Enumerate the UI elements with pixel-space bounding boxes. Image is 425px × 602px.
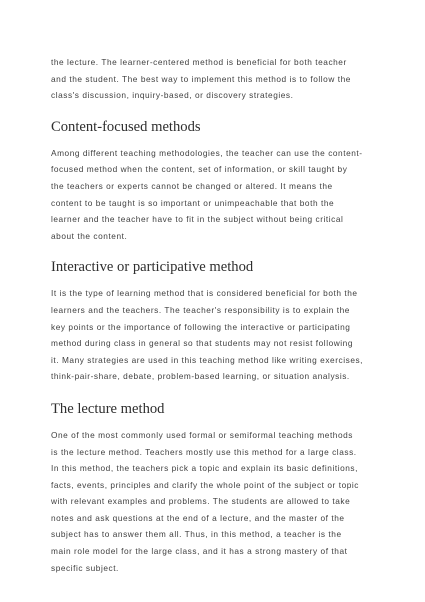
paragraph-line: In this method, the teachers pick a topic and explain its basic definitions, (51, 463, 358, 474)
paragraph-line: it. Many strategies are used in this teaching method like writing exercises, (51, 354, 364, 365)
paragraph-line: class's discussion, inquiry-based, or discovery strategies. (51, 90, 294, 101)
paragraph-line: the teachers or experts cannot be changed or altered. It means the (51, 180, 333, 191)
section-paragraph-content-focused (51, 145, 375, 245)
section-heading-content-focused: Content-focused methods (51, 118, 201, 135)
paragraph-line: main role model for the large class, and it has a strong mastery of that (51, 546, 348, 557)
paragraph-line: It is the type of learning method that is considered beneficial for both the (51, 288, 358, 299)
paragraph-line: learners and the teachers. The teacher's responsibility is to explain the (51, 304, 350, 315)
section-heading-interactive: Interactive or participative method (51, 259, 254, 276)
paragraph-line: learner and the teacher have to fit in the subject without being critical (51, 214, 344, 225)
paragraph-line: the lecture. The learner-centered method is beneficial for both teacher (51, 57, 347, 67)
paragraph-line: Among different teaching methodologies, the teacher can use the content- (51, 147, 363, 158)
paragraph-line: focused method when the content, set of information, or skill taught by (51, 164, 348, 175)
paragraph-line: subject has to answer them all. Thus, in this method, a teacher is the (51, 529, 342, 540)
intro-paragraph (51, 54, 375, 104)
paragraph-line: One of the most commonly used formal or semiformal teaching methods (51, 429, 354, 440)
paragraph-line: and the student. The best way to implement this method is to follow the (51, 73, 351, 84)
section-heading-lecture: The lecture method (51, 400, 165, 417)
paragraph-line: specific subject. (51, 562, 119, 573)
section-paragraph-interactive (51, 285, 375, 385)
paragraph-line: key points or the importance of following the interactive or participating (51, 321, 351, 332)
paragraph-line: is the lecture method. Teachers mostly use this method for a large class. (51, 446, 357, 457)
paragraph-line: about the content. (51, 230, 128, 241)
paragraph-line: facts, events, principles and clarify the whole point of the subject or topic (51, 479, 359, 490)
paragraph-line: content to be taught is so important or unimpeachable that both the (51, 197, 335, 208)
paragraph-line: with relevant examples and problems. The students are allowed to take (51, 496, 351, 507)
paragraph-line: notes and ask questions at the end of a lecture, and the master of the (51, 512, 345, 523)
section-paragraph-lecture (51, 427, 375, 576)
paragraph-line: method during class in general so that students may not resist following (51, 338, 354, 349)
paragraph-line: think-pair-share, debate, problem-based learning, or situation analysis. (51, 371, 350, 382)
